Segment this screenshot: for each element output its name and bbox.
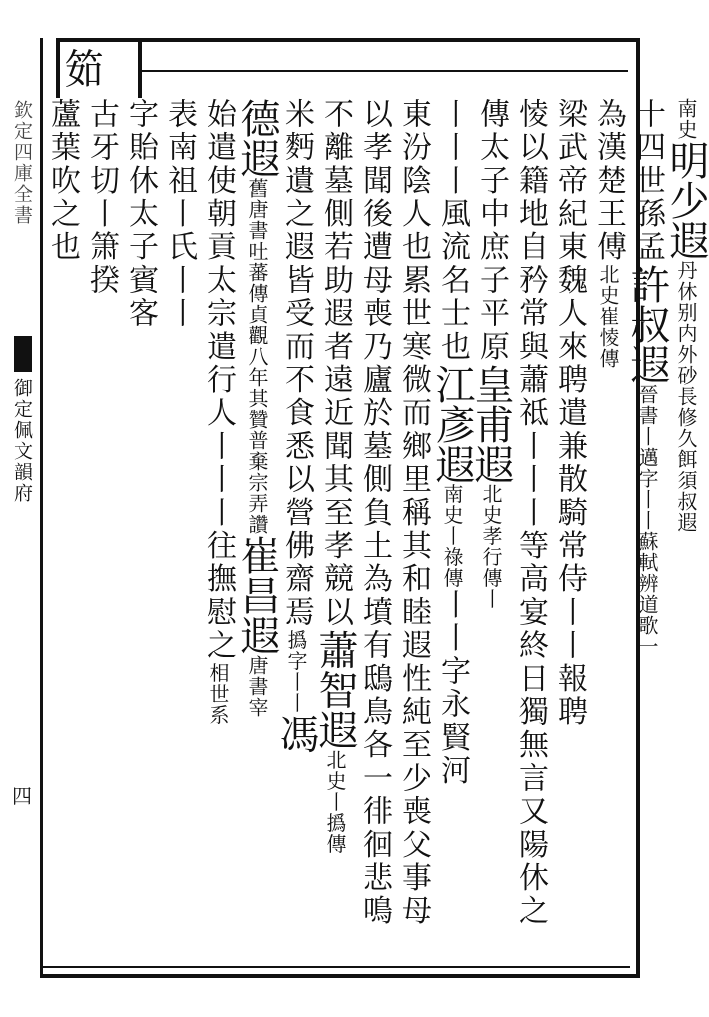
body-text: 梁武帝紀東魏人來聘遣兼散騎常侍丨丨報聘 [552, 98, 587, 729]
body-text: 傳太子中庶子平原 [474, 98, 509, 364]
text-column [352, 98, 396, 978]
text-column [118, 98, 162, 978]
annotation: 撝字丨丨 [284, 629, 308, 714]
text-column [508, 98, 552, 978]
text-column [235, 98, 279, 978]
body-text: 以孝聞後遭母喪乃廬於墓側負土為墳有鴟鳥各一徘徊悲鳴 [357, 98, 392, 928]
text-column [547, 98, 591, 978]
text-column [79, 98, 123, 978]
body-text: 東汾陰人也累世寒微而鄉里稱其和睦遐性純至少喪父事母 [396, 98, 431, 928]
headword: 明少遐 [663, 140, 709, 260]
body-text: 古牙切丨箫揆 [84, 98, 119, 298]
fish-tail-mark [14, 336, 32, 372]
text-column [664, 98, 708, 978]
headword: 江彥遐 [429, 363, 475, 484]
text-column [625, 98, 669, 978]
annotation: 晉書丨邁字丨丨蘇軾辨道歌一 [635, 384, 659, 657]
body-text: 丨丨丨風流名士也 [435, 98, 470, 364]
body-text: 蘆葉吹之也 [45, 98, 80, 264]
top-border [134, 38, 638, 42]
headword: 崔昌遐 [234, 535, 280, 655]
rhyme-heading: 筎 [64, 47, 104, 93]
body-text: 始遣使朝貢太宗遣行人丨丨丨往撫慰之 [201, 98, 236, 663]
annotation: 舊唐書吐蕃傳貞觀八年其贊普棄宗弄讚 [245, 178, 269, 535]
text-column [313, 98, 357, 978]
body-text: 㥄以籍地自矜常與蕭祗丨丨丨等高宴終日獨無言又陽休之 [513, 98, 548, 928]
body-text: 丨丨字永賢河 [435, 588, 470, 788]
body-text: 為漢楚王傅 [591, 98, 626, 264]
body-text: 不離墓側若助遐者遠近聞其至孝競以 [318, 98, 353, 630]
body-text: 米麪遺之遐皆受而不食悉以營佛齋焉 [279, 98, 314, 630]
text-column [157, 98, 201, 978]
annotation: 唐書宰 [245, 655, 269, 718]
text-column [586, 98, 630, 978]
headword: 蕭智遐 [312, 629, 358, 750]
annotation: 南史 [674, 98, 698, 140]
headword: 馮 [273, 713, 319, 754]
annotation: 北史丨撝傳 [323, 749, 347, 855]
text-column [430, 98, 474, 978]
text-column [469, 98, 513, 978]
headword: 皇甫遐 [468, 363, 514, 484]
leaf-number: 四 [12, 784, 32, 808]
body-text: 表南祖丨氏丨丨 [162, 98, 197, 331]
text-column [391, 98, 435, 978]
annotation: 北史崔㥄傳 [596, 264, 620, 369]
headword: 許叔遐 [624, 264, 670, 384]
annotation: 南史丨祿傳 [440, 483, 464, 589]
headword: 德遐 [234, 98, 280, 178]
body-text: 字貽休太子賓客 [123, 98, 158, 331]
text-column [274, 98, 318, 978]
annotation: 丹休别内外砂長修久餌須叔遐 [674, 260, 698, 533]
text-column [40, 98, 84, 978]
top-border-inner [140, 70, 628, 72]
annotation: 相世系 [206, 662, 230, 726]
annotation: 北史孝行傳丨 [479, 483, 503, 610]
text-column [196, 98, 240, 978]
margin-book-title: 御定佩文韻府 [11, 378, 33, 504]
margin-book-title-top: 欽定四庫全書 [11, 100, 33, 226]
body-text: 十四世孫孟 [630, 98, 665, 264]
